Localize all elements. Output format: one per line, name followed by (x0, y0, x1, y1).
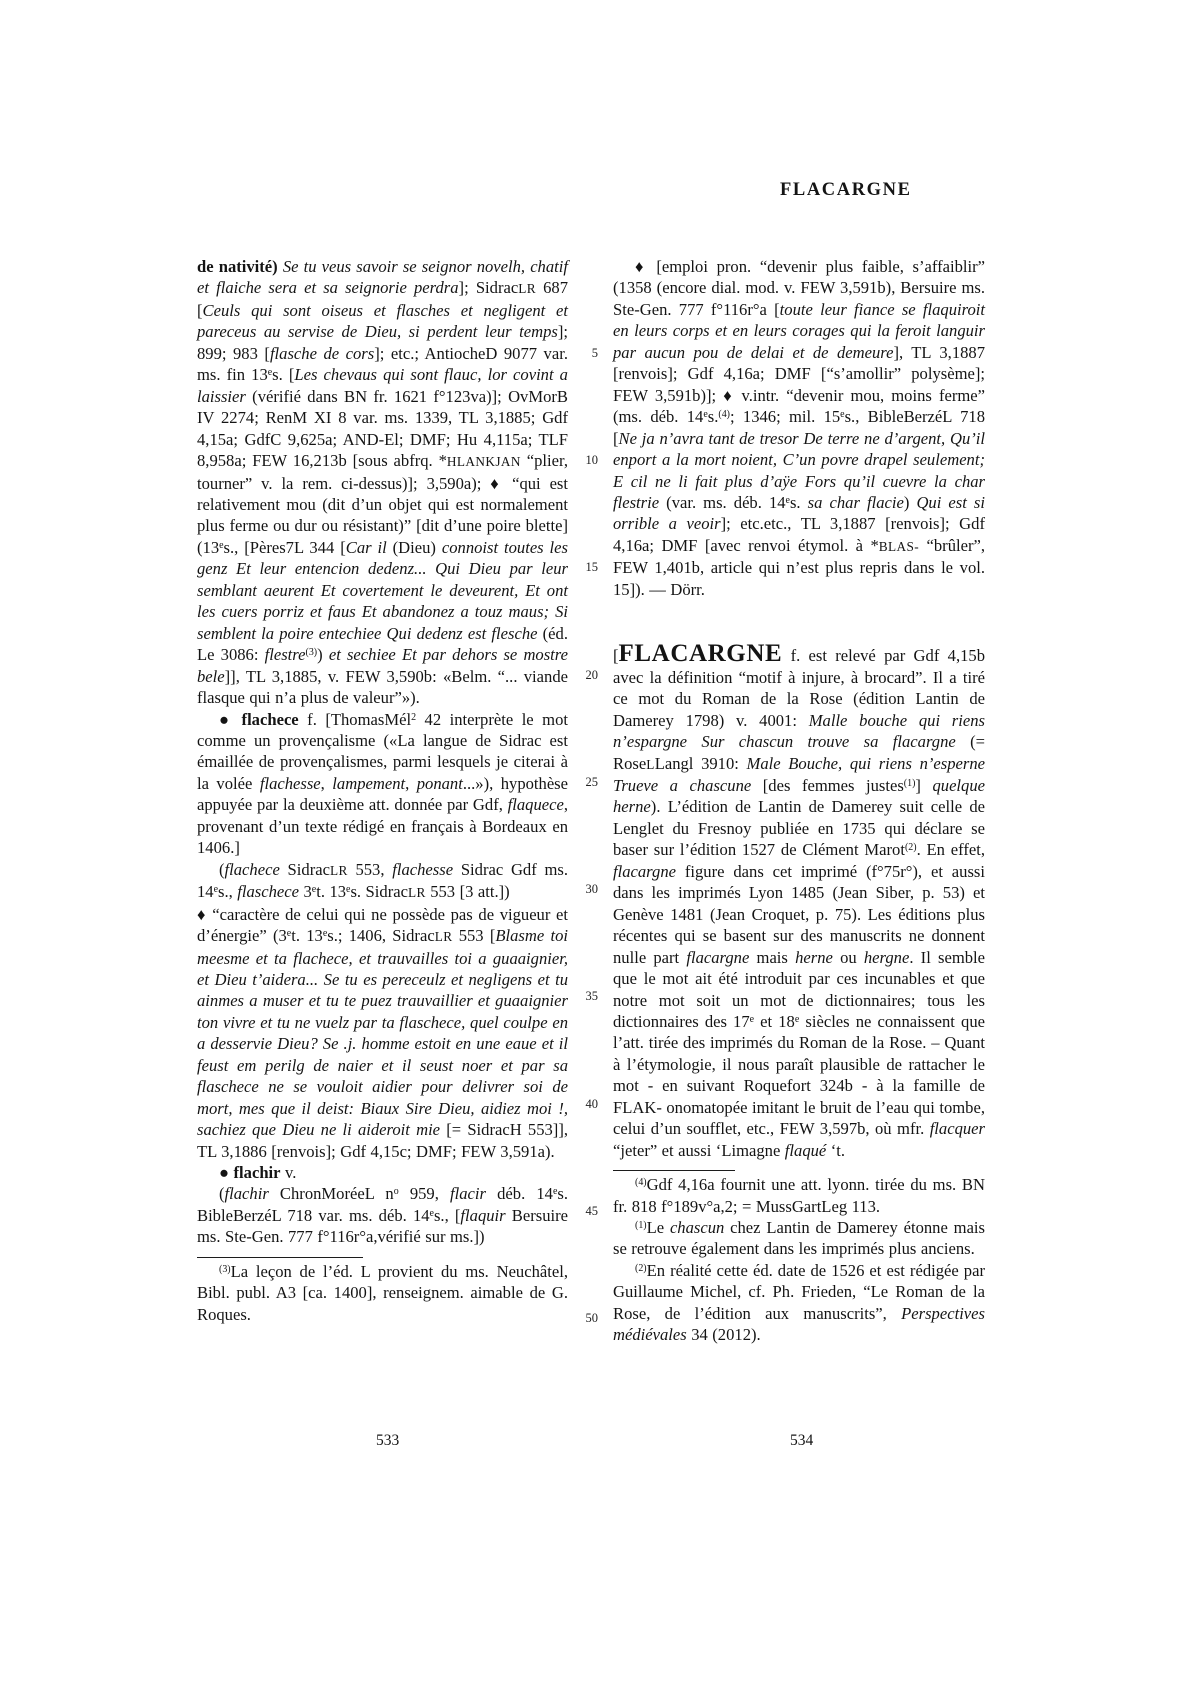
para-flachece-forms: (flachece SidracLR 553, flachesse Sidrac Gdf ms. 14es., flaschece 3et. 13es. SidracLR 553 [3 att.]) (197, 859, 569, 902)
running-head: FLACARGNE (780, 180, 912, 200)
column-left (197, 256, 568, 1325)
line-number: 10 (585, 453, 598, 468)
footnote-separator (197, 1257, 363, 1258)
entry-flacargne: [FLACARGNE f. est relevé par Gdf 4,15b avec la définition “motif à injure, à brocard”. Il a tiré ce mot du Roman de la Rose (édition Lantin de Damerey 1798) v. 4001: Malle bouche qui riens n’espargne Sur chascun trouve sa flacargne (= RoseLLangl 3910: Male Bouche, qui riens n’esperne Trueve a chascune [des femmes justes$^{(1)}$] quelque herne). L’édition de Lantin de Damerey suit celle de Lenglet du Fresnoy publiée en 1735 qui déclare se baser sur l’édition 1527 de Clément Marot$^{(2)}$. En effet, flacargne figure dans cet imprimé (f°75r°), et aussi dans les imprimés Lyon 1485 (Jean Siber, p. 53) et Genève 1481 (Jean Croquet, p. 75). Les éditions plus récentes qui se basent sur des manuscrits ne donnent nulle part flacargne mais herne ou hergne. Il semble que le mot ait été introduit par ces incunables et que notre mot soit un mot de dictionnaires; tous les dictionnaires des 17e et 18e siècles ne connaissent que l’att. tirée des imprimés du Roman de la Rose. – Quant à l’étymologie, il nous paraît plausible de rattacher le mot - en suivant Roquefort 324b - à la famille de FLAK- onomatopée imitant le bruit de l’eau qui tombe, celui d’un soufflet, etc., FEW 3,597b, où mfr. flacquer “jeter” et aussi ‘Limagne flaqué ‘t. (613, 640, 985, 1160)
footnote-2: $^{(2)}$En réalité cette éd. date de 1526 et est rédigée par Guillaume Michel, cf. Ph. Frieden, “Le Roman de la Rose, de l’édition aux manuscrits”, Perspectives médiévales 34 (2012). (613, 1260, 985, 1345)
line-number: 45 (585, 1203, 598, 1218)
column-right (613, 256, 985, 1346)
para-flasche-citations: de nativité) Se tu veus savoir se seignor novelh, chatif et flaiche sera et sa seignorie perdra]; SidracLR 687 [Ceuls qui sont oiseus et flasches et negligent et pareceus au servise de Dieu, si perdent leur temps]; 899; 983 [flasche de cors]; etc.; AntiocheD 9077 var. ms. fin 13es. [Les chevaus qui sont flauc, lor covint a laissier (vérifié dans BN fr. 1621 f°123va)]; OvMorB IV 2274; RenM XI 8 var. ms. 1339, TL 3,1885; Gdf 4,15a; GdfC 9,625a; AND-El; DMF; Hu 4,115a; TLF 8,958a; FEW 16,213b [sous abfrq. *HLANKJAN “plier, tourner” v. la rem. ci-dessus)]; 3,590a); ♦ “qui est relativement mou (dit d’un objet qui est normalement plus ferme ou dur ou résistant)” [dit d’une poire blette] (13es., [Pères7L 344 [Car il (Dieu) connoist toutes les genz Et leur entencion dedenz... Qui Dieu par leur semblant aeurent Et covertement le deveurent, Et ont les cuers porriz et faus Et abandonez a touz maus; Si semblent la poire entechiee Qui dedenz est flesche (éd. Le 3086: flestre$^{(3)}$) et sechiee Et par dehors se mostre bele]], TL 3,1885, v. FEW 3,590b: «Belm. “... viande flasque qui n’a plus de valeur”»). (197, 257, 569, 708)
line-number: 35 (585, 989, 598, 1004)
line-number: 5 (591, 345, 598, 360)
footnote-4: $^{(4)}$Gdf 4,16a fournit une att. lyonn. tirée du ms. BN fr. 818 f°189v°a,2; = MussGartLeg 113. (613, 1175, 985, 1216)
page-number-right: 534 (790, 1432, 814, 1449)
page-number-left: 533 (376, 1432, 400, 1449)
para-flachir-head: ● flachir v. (219, 1163, 297, 1183)
line-number: 15 (585, 560, 598, 575)
line-number: 20 (585, 667, 598, 682)
line-number: 40 (585, 1096, 598, 1111)
footnote-1: $^{(1)}$Le chascun chez Lantin de Damerey étonne mais se retrouve également dans les imprimés plus anciens. (613, 1218, 985, 1259)
para-flachir-pron-intr: ♦ [emploi pron. “devenir plus faible, s’affaiblir” (1358 (encore dial. mod. v. FEW 3,591b), Bersuire ms. Ste-Gen. 777 f°116r°a [toute leur fiance se flaquiroit en leurs corps et en leurs corages qui la feroit languir par aucun pou de delai et de demeure], TL 3,1887 [renvois]; Gdf 4,16a; DMF [“s’amollir” polysème]; FEW 3,591b)]; ♦ v.intr. “devenir mou, moins ferme” (ms. déb. 14es.$^{(4)}$; 1346; mil. 15es., BibleBerzéL 718 [Ne ja n’avra tant de tresor De terre ne d’argent, Qu’il enport a la mort noient, C’un povre drapel seulement; E cil ne li fait plus d’aÿe Fors qu’il cuevre la char flestrie (var. ms. déb. 14es. sa char flacie) Qui est si orrible a veoir]; etc.etc., TL 3,1887 [renvois]; Gdf 4,16a; DMF [avec renvoi étymol. à *BLAS- “brûler”, FEW 1,401b, article qui n’est plus repris dans le vol. 15]). — Dörr. (613, 257, 986, 599)
line-number: 50 (585, 1311, 598, 1326)
footnote-3: $^{(3)}$La leçon de l’éd. L provient du ms. Neuchâtel, Bibl. publ. A3 [ca. 1400], renseignem. aimable de G. Roques. (197, 1261, 568, 1324)
line-number: 30 (585, 882, 598, 897)
para-flachece-discussion: ● flachece f. [ThomasMél$^2$ 42 interprète le mot comme un provençalisme («La langue de Sidrac est émaillée de provençalismes, parmi lesquels je citerai à la volée flachesse, lampement, ponant...»), hypothèse appuyée par la deuxième att. donnée par Gdf, flaquece, provenant d’un texte rédigé en français à Bordeaux en 1406.] (197, 709, 569, 858)
footnote-separator (613, 1170, 735, 1171)
para-flachir-forms: (flachir ChronMoréeL $n^o$ 959, flacir déb. 14es. BibleBerzéL 718 var. ms. déb. 14es., [flaquir Bersuire ms. Ste-Gen. 777 f°116r°a,vérifié sur ms.]) (197, 1184, 568, 1247)
line-number: 25 (585, 774, 598, 789)
para-flachece-definition: ♦ “caractère de celui qui ne possède pas de vigueur et d’énergie” (3et. 13es.; 1406, SidracLR 553 [Blasme toi meesme et ta flachece, et trauvailles toi a guaaignier, et Dieu t’aidera... Se tu es pereceulz et negligens et tu ainmes a muser et tu te puez trauvaillier et guaaignier ton vivre et tu ne vuelz par ta flaschece, quel coulpe en a desservie Dieu? Se .j. homme estoit en une eaue et il feust em perilg de naier et il seust noer et par sa flaschece ne se vouloit aidier pour delivrer soi de mort, mes que il deist: Biaux Sire Dieu, aidiez moi !, sachiez que Dieu ne li aideroit mie [= SidracH 553]], TL 3,1886 [renvois]; Gdf 4,15c; DMF; FEW 3,591a). (197, 904, 568, 1161)
